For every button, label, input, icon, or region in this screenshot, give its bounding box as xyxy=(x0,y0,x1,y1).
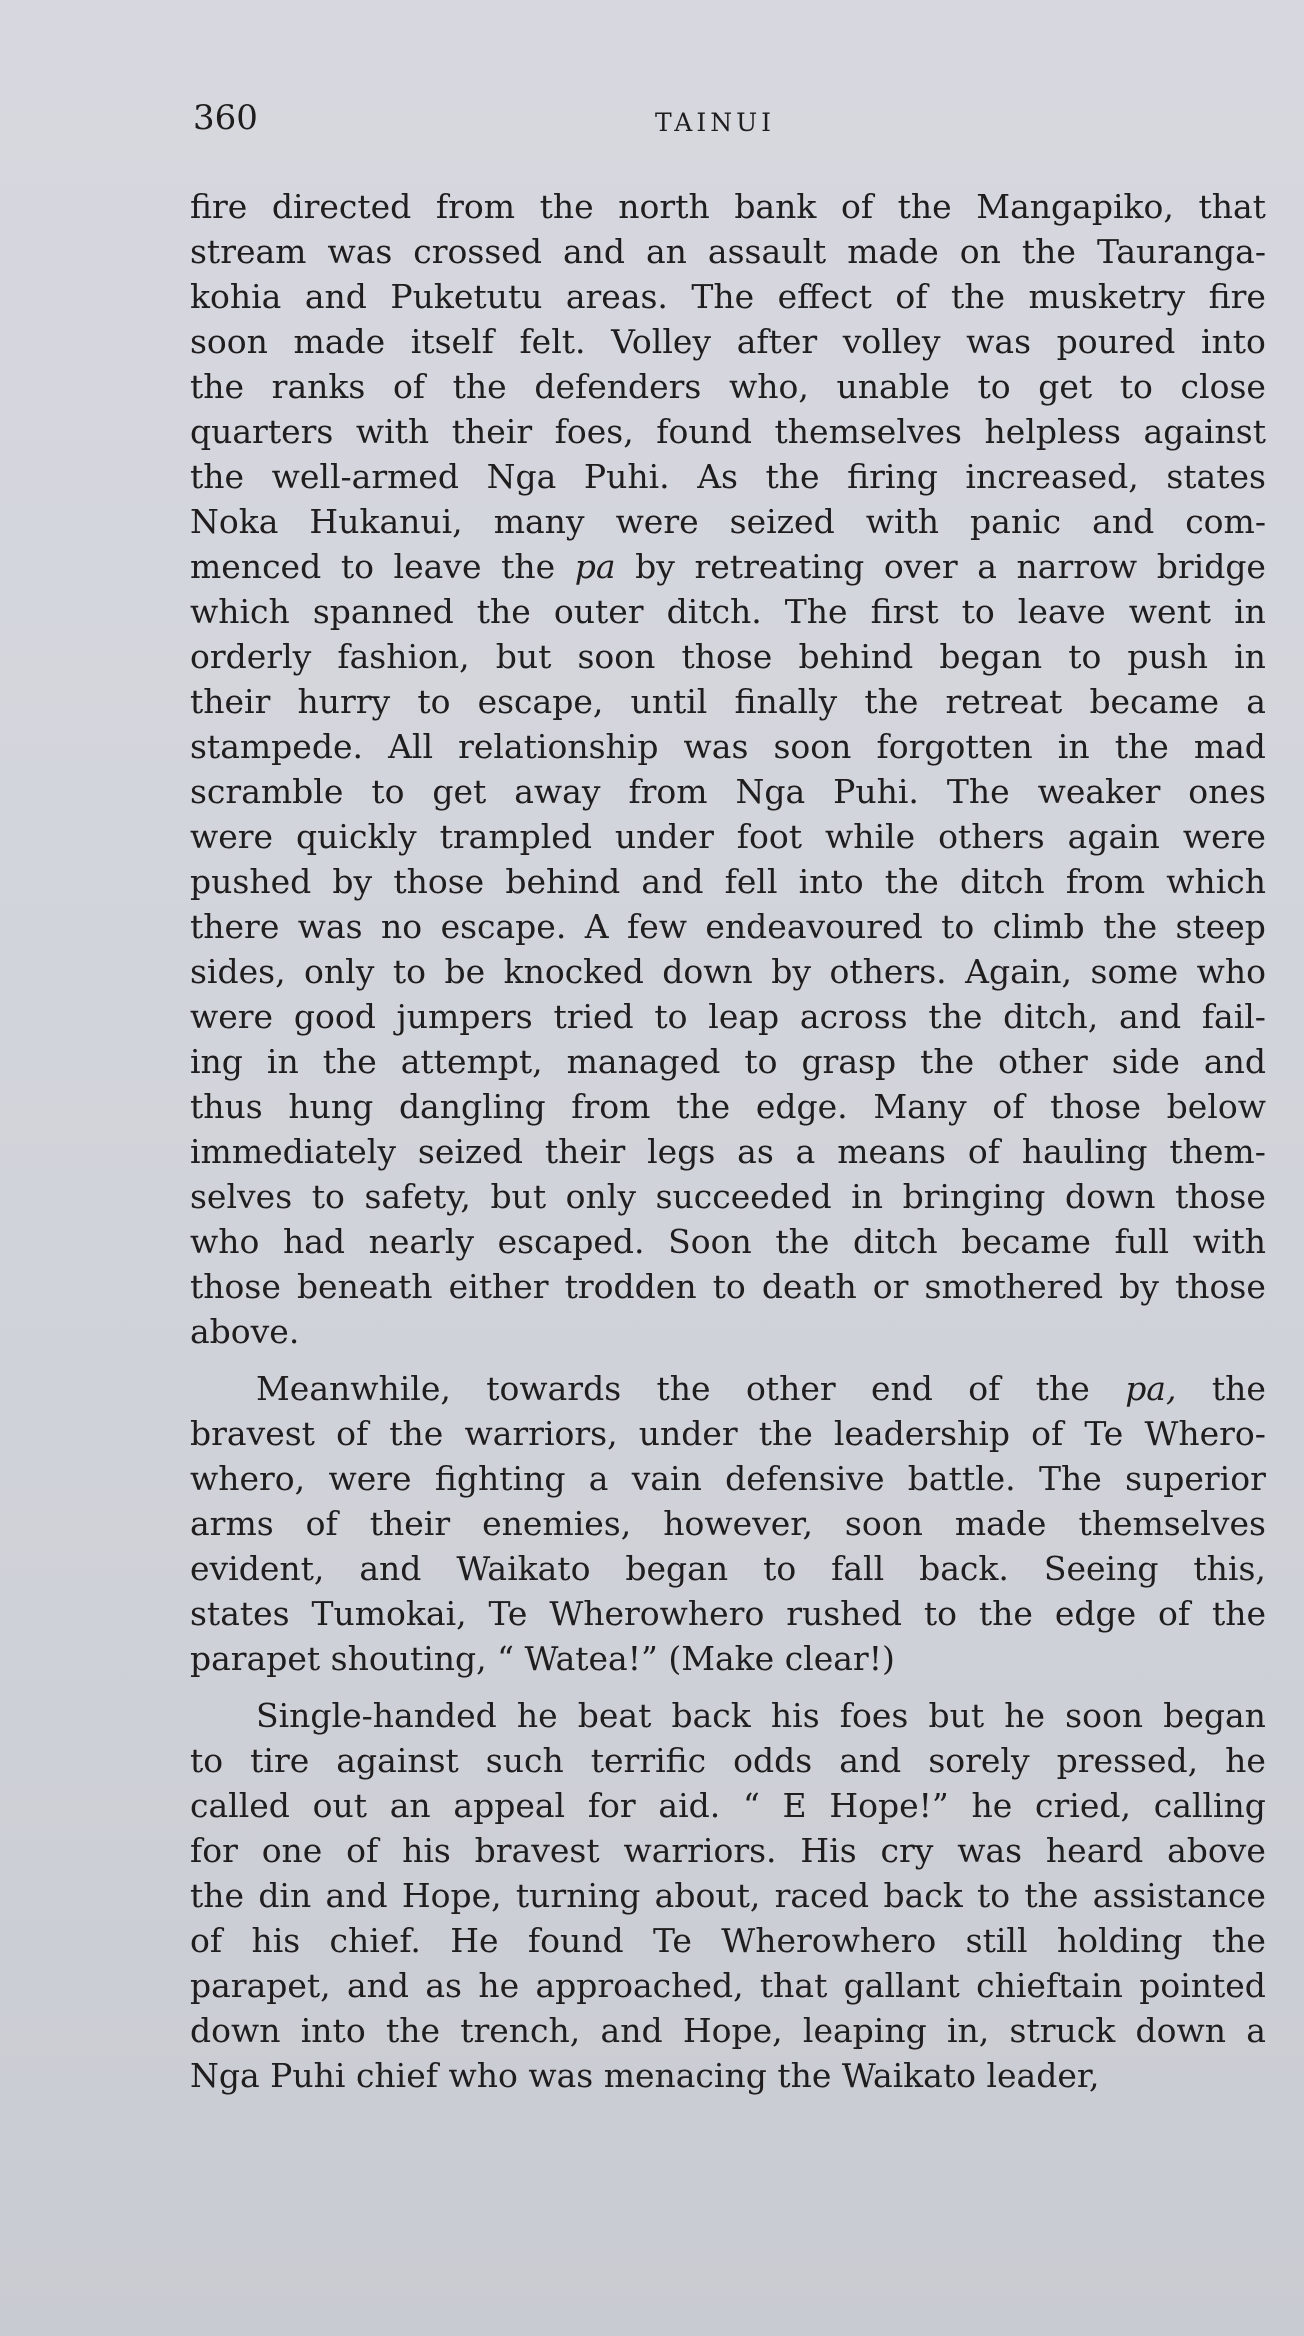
running-title: TAINUI xyxy=(655,108,776,137)
text-line: states Tumokai, Te Wherowhero rushed to the edge of the xyxy=(190,1594,1266,1633)
text-line: thus hung dangling from the edge. Many of those below xyxy=(190,1087,1266,1126)
text-line: Nga Puhi chief who was menacing the Waikato leader, xyxy=(190,2056,1100,2095)
text-line: stream was crossed and an assault made on the Tauranga- xyxy=(190,232,1266,271)
text-line: down into the trench, and Hope, leaping in, struck down a xyxy=(190,2011,1266,2050)
text-line: sides, only to be knocked down by others. Again, some who xyxy=(190,952,1266,991)
text-line: the ranks of the defenders who, unable to get to close xyxy=(190,367,1266,406)
text-line: their hurry to escape, until finally the retreat became a xyxy=(190,682,1266,721)
text-line: orderly fashion, but soon those behind began to push in xyxy=(190,637,1266,676)
text-line: bravest of the warriors, under the leadership of Te Whero- xyxy=(190,1414,1266,1453)
text-line: scramble to get away from Nga Puhi. The weaker ones xyxy=(190,772,1266,811)
text-line: parapet, and as he approached, that gallant chieftain pointed xyxy=(190,1966,1266,2005)
text-line: stampede. All relationship was soon forgotten in the mad xyxy=(190,727,1266,766)
text-line: there was no escape. A few endeavoured to climb the steep xyxy=(190,907,1266,946)
text-line: selves to safety, but only succeeded in bringing down those xyxy=(190,1177,1266,1216)
text-line: which spanned the outer ditch. The first to leave went in xyxy=(190,592,1266,631)
text-line: of his chief. He found Te Wherowhero still holding the xyxy=(190,1921,1266,1960)
text-line: ing in the attempt, managed to grasp the other side and xyxy=(190,1042,1266,1081)
text-line: quarters with their foes, found themselves helpless against xyxy=(190,412,1266,451)
text-line: immediately seized their legs as a means of hauling them- xyxy=(190,1132,1266,1171)
text-line: were good jumpers tried to leap across the ditch, and fail- xyxy=(190,997,1266,1036)
text-line: for one of his bravest warriors. His cry was heard above xyxy=(190,1831,1266,1870)
text-line: kohia and Puketutu areas. The effect of the musketry fire xyxy=(190,277,1266,316)
text-line: to tire against such terrific odds and sorely pressed, he xyxy=(190,1741,1266,1780)
text-line: parapet shouting, “ Watea!” (Make clear!) xyxy=(190,1639,895,1678)
text-line: above. xyxy=(190,1312,300,1351)
text-line: called out an appeal for aid. “ E Hope!” he cried, calling xyxy=(190,1786,1266,1825)
text-line: Meanwhile, towards the other end of the pa, the xyxy=(256,1369,1266,1408)
text-line: Single-handed he beat back his foes but he soon began xyxy=(256,1696,1266,1735)
paragraph xyxy=(190,1366,1266,1681)
text-line: the din and Hope, turning about, raced back to the assistance xyxy=(190,1876,1266,1915)
paragraph xyxy=(190,184,1266,1354)
text-line: the well-armed Nga Puhi. As the firing increased, states xyxy=(190,457,1266,496)
text-line: whero, were fighting a vain defensive battle. The superior xyxy=(190,1459,1266,1498)
text-line: arms of their enemies, however, soon made themselves xyxy=(190,1504,1266,1543)
text-line: pushed by those behind and fell into the ditch from which xyxy=(190,862,1266,901)
text-line: who had nearly escaped. Soon the ditch became full with xyxy=(190,1222,1266,1261)
text-line: fire directed from the north bank of the Mangapiko, that xyxy=(190,187,1266,226)
text-line: were quickly trampled under foot while others again were xyxy=(190,817,1266,856)
body-text xyxy=(190,184,1266,2110)
page-number: 360 xyxy=(193,98,258,138)
text-line: evident, and Waikato began to fall back. Seeing this, xyxy=(190,1549,1266,1588)
text-line: those beneath either trodden to death or smothered by those xyxy=(190,1267,1266,1306)
text-line: Noka Hukanui, many were seized with panic and com- xyxy=(190,502,1266,541)
text-line: menced to leave the pa by retreating over a narrow bridge xyxy=(190,547,1266,586)
paragraph xyxy=(190,1693,1266,2098)
page-header xyxy=(193,98,1258,148)
text-line: soon made itself felt. Volley after volley was poured into xyxy=(190,322,1266,361)
